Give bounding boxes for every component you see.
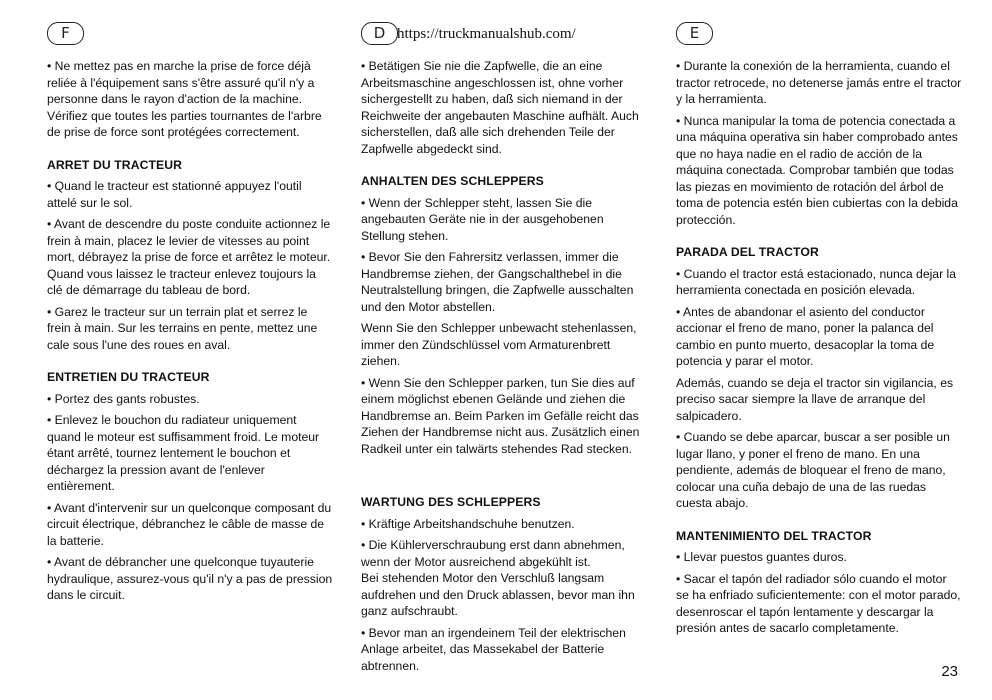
paragraph: • Cuando se debe aparcar, buscar a ser posible un lugar llano, y poner el freno de mano. En una pendiente, además de bloquear el freno de mano, colocar una cuña debajo de una de las ruedas cuesta abajo.	[676, 430, 950, 510]
paragraph: • Ne mettez pas en marche la prise de force déjà reliée à l'équipement sans s'être assuré qu'il n'y a personne dans le rayon d'action de la machine. Vérifiez que toutes les parties tournantes de l'arbre de prise de force sont protégées correctement.	[47, 59, 322, 139]
paragraph: • Portez des gants robustes.	[47, 391, 200, 406]
section-heading: MANTENIMIENTO DEL TRACTOR	[676, 528, 872, 543]
section-heading: ANHALTEN DES SCHLEPPERS	[361, 174, 544, 188]
paragraph: • Betätigen Sie nie die Zapfwelle, die an eine Arbeitsmaschine angeschlossen ist, ohne vorher sichergestellt zu haben, daß sich niemand in der Reichweite der angebauten Maschine aufhält. Auch sicherstellen, daß alle sich drehenden Teile der Zapfwelle abgedeckt sind.	[361, 59, 639, 156]
column-text	[676, 58, 962, 637]
spacer	[361, 462, 647, 478]
paragraph: • Bevor Sie den Fahrersitz verlassen, immer die Handbremse ziehen, der Gangschalthebel in die Neutralstellung bringen, die Zapfwelle ausschalten und den Motor abstellen.	[361, 250, 634, 314]
page-number: 23	[941, 663, 958, 680]
section-heading: ARRET DU TRACTEUR	[47, 157, 183, 172]
column-german	[361, 22, 647, 679]
language-badge-d: D	[361, 22, 398, 45]
paragraph: • Enlevez le bouchon du radiateur uniquement quand le moteur est suffisamment froid. Le moteur étant arrêté, tournez lentement le bouchon et déchargez la pression avant de l'enlever entièrement.	[47, 413, 320, 493]
paragraph: • Nunca manipular la toma de potencia conectada a una máquina operativa sin haber comprobado antes que no haya nadie en el radio de acción de la máquina conectada. Comprobar también que todas las piezas en movimiento de rotación del árbol de toma de potencia estén bien cubiertas con la debida protección.	[676, 113, 958, 227]
column-header	[47, 22, 333, 48]
paragraph: • Llevar puestos guantes duros.	[676, 550, 847, 564]
language-badge-e: E	[676, 22, 713, 45]
paragraph: • Garez le tracteur sur un terrain plat et serrez le frein à main. Sur les terrains en pente, mettez une cale sous l'une des roues en aval.	[47, 304, 318, 352]
column-text	[47, 58, 333, 604]
paragraph: • Quand le tracteur est stationné appuyez l'outil attelé sur le sol.	[47, 179, 302, 210]
paragraph: • Bevor man an irgendeinem Teil der elektrischen Anlage arbeitet, das Massekabel der Batterie abtrennen.	[361, 625, 626, 673]
column-text	[361, 58, 647, 674]
paragraph: • Cuando el tractor está estacionado, nunca dejar la herramienta conectada en posición elevada.	[676, 266, 957, 297]
paragraph: • Avant de débrancher une quelconque tuyauterie hydraulique, assurez-vous qu'il n'y a pas de pression dans le circuit.	[47, 555, 333, 602]
paragraph: • Kräftige Arbeitshandschuhe benutzen.	[361, 516, 575, 531]
paragraph: • Wenn Sie den Schlepper parken, tun Sie dies auf einem möglichst ebenen Gelände und ziehen die Handbremse an. Beim Parken im Gefälle reicht das Ziehen der Handbremse nicht aus. Zusätzlich einen Radkeil unter ein talwärts stehendes Rad stecken.	[361, 375, 640, 456]
paragraph: • Sacar el tapón del radiador sólo cuando el motor se ha enfriado suficientemente: con el motor parado, desenroscar el tapón lentamente y descargar la presión antes de sacarlo completamente.	[676, 571, 961, 635]
paragraph: Wenn Sie den Schlepper unbewacht stehenlassen, immer den Zündschlüssel vom Armaturenbrett ziehen.	[361, 321, 637, 368]
paragraph: • Avant d'intervenir sur un quelconque composant du circuit électrique, débranchez le câble de masse de la batterie.	[47, 500, 332, 548]
column-header	[361, 22, 647, 48]
paragraph: • Durante la conexión de la herramienta, cuando el tractor retrocede, no detenerse jamás entre el tractor y la herramienta.	[676, 59, 962, 106]
paragraph: • Die Kühlerverschraubung erst dann abnehmen, wenn der Motor ausreichend abgekühlt ist. Bei stehenden Motor den Verschluß langsam aufdrehen und den Druck ablassen, bevor man ihn ganz aufschraubt.	[361, 538, 635, 618]
column-spanish	[676, 22, 962, 642]
paragraph: • Wenn der Schlepper steht, lassen Sie die angebauten Geräte nie in der ausgehobenen Stellung stehen.	[361, 195, 604, 243]
paragraph: • Antes de abandonar el asiento del conductor accionar el freno de mano, poner la palanca del cambio en punto muerto, desacoplar la toma de potencia y parar el motor.	[676, 304, 935, 368]
section-heading: WARTUNG DES SCHLEPPERS	[361, 495, 541, 509]
paragraph: • Avant de descendre du poste conduite actionnez le frein à main, placez le levier de vitesses au point mort, débrayez la prise de force et arrêtez le moteur. Quand vous laissez le tracteur enlevez toujours la clé de démarrage du tableau de bord.	[47, 217, 331, 297]
section-heading: ENTRETIEN DU TRACTEUR	[47, 370, 210, 384]
paragraph: Además, cuando se deja el tractor sin vigilancia, es preciso sacar siempre la llave de arranque del salpicadero.	[676, 375, 954, 423]
source-url: https://truckmanualshub.com/	[397, 26, 576, 42]
column-french	[47, 22, 333, 609]
column-header	[676, 22, 962, 48]
language-badge-f: F	[47, 22, 84, 45]
section-heading: PARADA DEL TRACTOR	[676, 245, 819, 259]
